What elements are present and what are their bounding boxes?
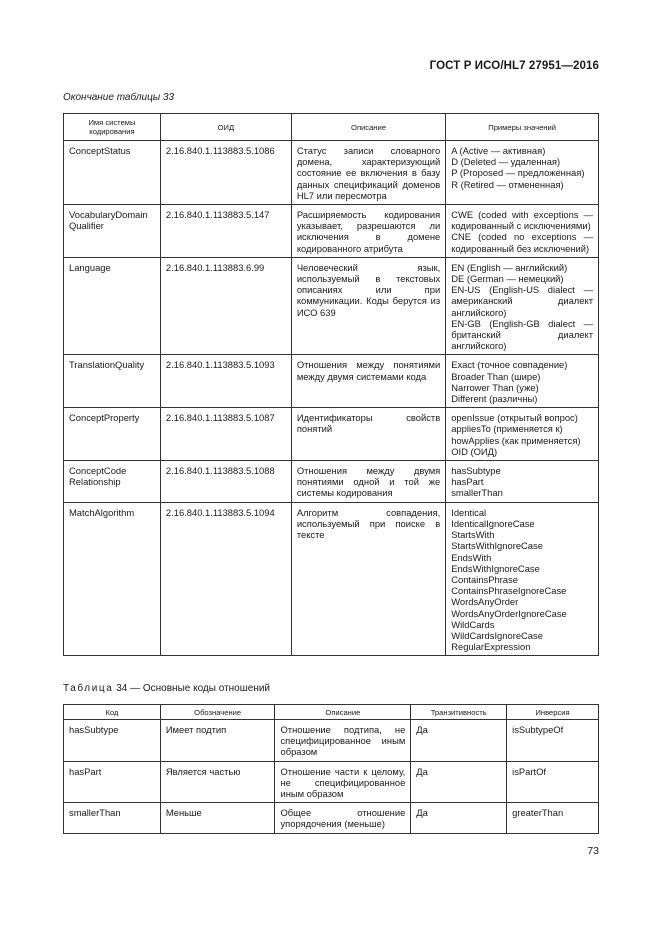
- example-value: DE (German — немецкий): [451, 273, 564, 285]
- table-row: [64, 502, 599, 656]
- table34-caption: [63, 683, 270, 694]
- example-value: OID (ОИД): [451, 445, 498, 457]
- col-header-description: Описание: [291, 114, 445, 141]
- examples-cell: [446, 141, 599, 205]
- table-row: [64, 803, 599, 833]
- coding-system-name: TranslationQuality: [64, 355, 161, 408]
- description-text: Отношение подтипа, не специфицированное иным образом: [275, 720, 411, 762]
- oid-value: 2.16.840.1.113883.5.1088: [160, 461, 291, 503]
- table-33: [63, 113, 599, 656]
- example-value: appliesTo (применяется к): [451, 423, 563, 435]
- description-text: Отношения между понятиями между двумя системами кода: [291, 355, 445, 408]
- col-header-oid: ОИД: [160, 114, 291, 141]
- page-number: 73: [587, 845, 599, 857]
- col-header-examples: Примеры значений: [446, 114, 599, 141]
- table34-caption-text: 34 — Основные коды отношений: [116, 683, 271, 694]
- example-value: Narrower Than (уже): [451, 381, 539, 393]
- table-row: [64, 761, 599, 803]
- example-value: StartsWith: [451, 529, 495, 541]
- example-value: howApplies (как применяется): [451, 434, 581, 446]
- col-header-code: Код: [64, 705, 161, 720]
- example-value: Broader Than (шире): [451, 370, 541, 382]
- example-value: StartsWithIgnoreCase: [451, 540, 543, 552]
- standard-header: ГОСТ Р ИСО/HL7 27951—2016: [429, 60, 599, 72]
- examples-cell: [446, 257, 599, 355]
- table-row: [64, 141, 599, 205]
- example-value: EndsWithIgnoreCase: [451, 562, 540, 574]
- examples-cell: [446, 205, 599, 258]
- table-34: [63, 704, 599, 834]
- table-row: [64, 720, 599, 762]
- oid-value: 2.16.840.1.113883.5.1086: [160, 141, 291, 205]
- table34-header-row: [64, 705, 599, 720]
- col-header-coding-system: Имя системы кодирования: [64, 114, 161, 141]
- examples-cell: [446, 408, 599, 461]
- example-value: A (Active — активная): [451, 145, 546, 156]
- coding-system-name: ConceptCode Relationship: [64, 461, 161, 503]
- example-value: Identical: [451, 506, 487, 518]
- col-header-transitivity: Транзитивность: [411, 705, 507, 720]
- table34-body: [64, 720, 599, 834]
- table-row: [64, 461, 599, 503]
- description-text: Отношения между двумя понятиями одной и той же системы кодирования: [291, 461, 445, 503]
- examples-cell: [446, 461, 599, 503]
- example-value: Different (различны): [451, 393, 538, 405]
- transitivity-value: Да: [411, 803, 507, 833]
- example-value: IdenticalIgnoreCase: [451, 517, 535, 529]
- description-text: Общее отношение упорядочения (меньше): [275, 803, 411, 833]
- example-value: smallerThan: [451, 487, 503, 499]
- table-row: [64, 257, 599, 355]
- oid-value: 2.16.840.1.113883.5.1093: [160, 355, 291, 408]
- example-value: EN (English — английский): [451, 261, 568, 273]
- col-header-designation: Обозначение: [160, 705, 275, 720]
- oid-value: 2.16.840.1.113883.5.147: [160, 205, 291, 258]
- example-value: hasPart: [451, 476, 484, 488]
- inverse-value: greaterThan: [507, 803, 599, 833]
- table34-caption-label: Таблица: [63, 683, 114, 694]
- example-value: P (Proposed — предложенная): [451, 167, 585, 179]
- code-value: smallerThan: [64, 803, 161, 833]
- coding-system-name: ConceptStatus: [64, 141, 161, 205]
- coding-system-name: VocabularyDomain Qualifier: [64, 205, 161, 258]
- oid-value: 2.16.840.1.113883.5.1094: [160, 502, 291, 656]
- example-value: Exact (точное совпадение): [451, 359, 568, 371]
- coding-system-name: Language: [64, 257, 161, 355]
- example-value: WordsAnyOrder: [451, 596, 519, 608]
- example-value: R (Retired — отмененная): [451, 178, 564, 190]
- description-text: Алгоритм совпадения, используемый при поиске в тексте: [291, 502, 445, 656]
- examples-cell: [446, 355, 599, 408]
- example-value: WildCardsIgnoreCase: [451, 629, 543, 641]
- transitivity-value: Да: [411, 720, 507, 762]
- description-text: Человеческий язык, используемый в текстовых описаниях или при коммуникации. Коды берутся из ИСО 639: [291, 257, 445, 355]
- example-value: ContainsPhrase: [451, 573, 518, 585]
- table33-header-row: [64, 114, 599, 141]
- transitivity-value: Да: [411, 761, 507, 803]
- example-value: CWE (coded with exceptions — кодированный с исключениями): [451, 209, 593, 232]
- table-row: [64, 355, 599, 408]
- example-value: EN-GB (English-GB dialect — британский диалект английского): [451, 317, 593, 352]
- code-value: hasSubtype: [64, 720, 161, 762]
- oid-value: 2.16.840.1.113883.5.1087: [160, 408, 291, 461]
- description-text: Отношение части к целому, не специфицированное иным образом: [275, 761, 411, 803]
- coding-system-name: MatchAlgorithm: [64, 502, 161, 656]
- example-value: D (Deleted — удаленная): [451, 156, 561, 168]
- oid-value: 2.16.840.1.113883.6.99: [160, 257, 291, 355]
- description-text: Расширяемость кодирования указывает, разрешаются ли исключения в домене кодированного атрибута: [291, 205, 445, 258]
- example-value: RegularExpression: [451, 641, 531, 653]
- example-value: EndsWith: [451, 551, 492, 563]
- example-value: EN-US (English-US dialect — американский диалект английского): [451, 284, 593, 318]
- example-value: ContainsPhraseIgnoreCase: [451, 585, 567, 597]
- designation-value: Меньше: [160, 803, 275, 833]
- description-text: Идентификаторы свойств понятий: [291, 408, 445, 461]
- designation-value: Является частью: [160, 761, 275, 803]
- example-value: openIssue (открытый вопрос): [451, 412, 578, 424]
- examples-cell: [446, 502, 599, 656]
- col-header-description: Описание: [275, 705, 411, 720]
- designation-value: Имеет подтип: [160, 720, 275, 762]
- example-value: CNE (coded no exceptions — кодированный без исключений): [451, 231, 593, 254]
- table-row: [64, 205, 599, 258]
- inverse-value: isPartOf: [507, 761, 599, 803]
- table33-caption: Окончание таблицы 33: [63, 92, 175, 103]
- col-header-inverse: Инверсия: [507, 705, 599, 720]
- code-value: hasPart: [64, 761, 161, 803]
- coding-system-name: ConceptProperty: [64, 408, 161, 461]
- example-value: WordsAnyOrderIgnoreCase: [451, 607, 567, 619]
- table-row: [64, 408, 599, 461]
- inverse-value: isSubtypeOf: [507, 720, 599, 762]
- description-text: Статус записи словарного домена, характеризующий состояние ее включения в базу данных спецификаций доменов HL7 или пересмотра: [291, 141, 445, 205]
- example-value: hasSubtype: [451, 465, 501, 477]
- example-value: WildCards: [451, 618, 495, 630]
- table33-body: [64, 141, 599, 656]
